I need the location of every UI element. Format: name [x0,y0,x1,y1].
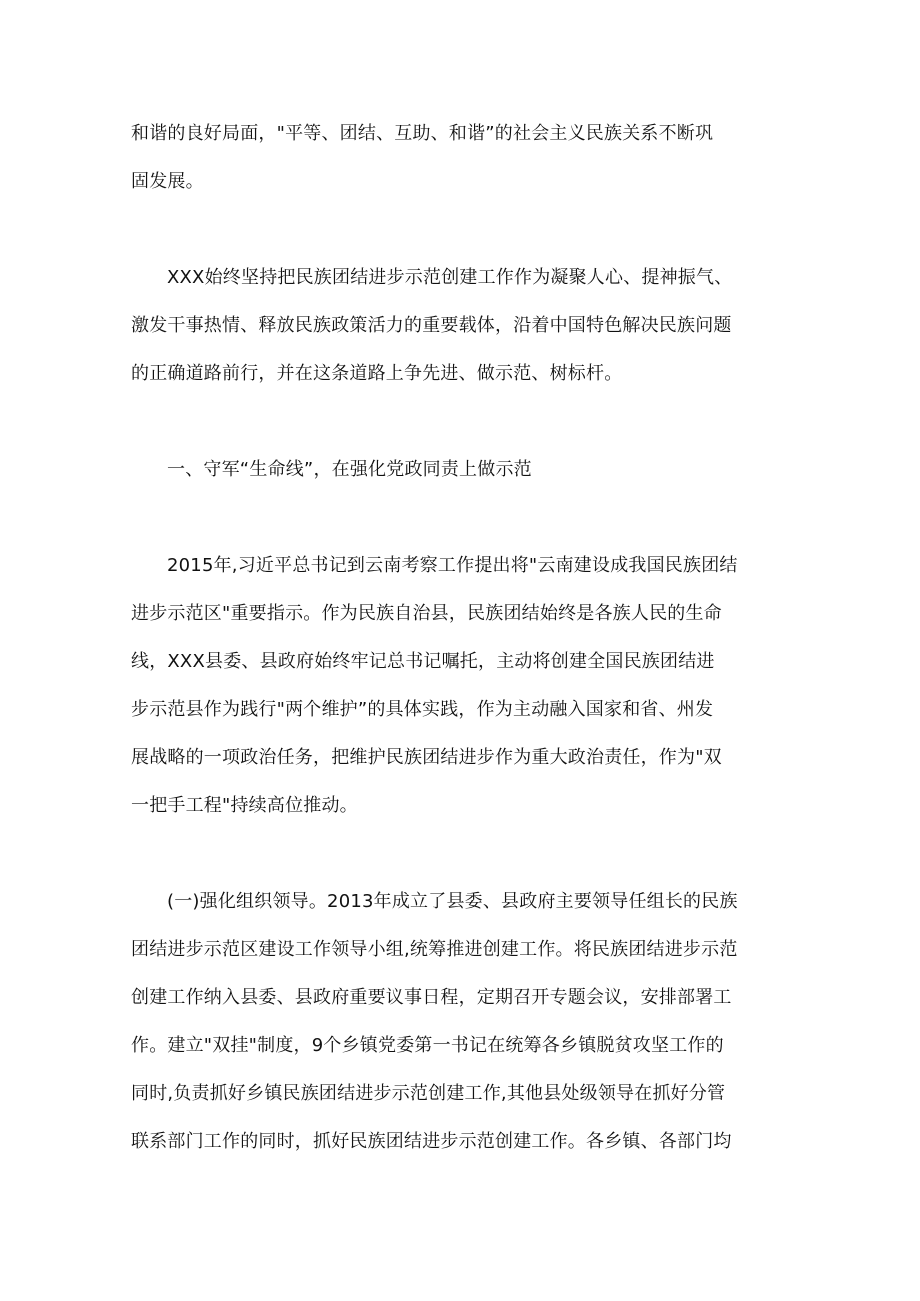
paragraph-1-line-1: 和谐的良好局面，"平等、团结、互助、和谐”的社会主义民族关系不断巩 [131,123,714,144]
section-heading: 一、守军“生命线”，在强化党政同责上做示范 [167,459,532,480]
paragraph-2-line-3: 的正确道路前行，并在这条道路上争先进、做示范、树标杆。 [131,363,623,384]
paragraph-4-line-2: 进步示范区"重要指示。作为民族自治县，民族团结始终是各族人民的生命 [131,603,722,624]
paragraph-5-line-2: 团结进步示范区建设工作领导小组,统筹推进创建工作。将民族团结进步示范 [131,939,738,960]
paragraph-4-line-6: 一把手工程"持续高位推动。 [131,795,358,816]
paragraph-2-line-2: 激发干事热情、释放民族政策活力的重要载体，沿着中国特色解决民族问题 [131,315,732,336]
paragraph-4-line-4: 步示范县作为践行"两个维护”的具体实践，作为主动融入国家和省、州发 [131,699,714,720]
paragraph-1-line-2: 固发展。 [131,171,204,192]
paragraph-5-line-3: 创建工作纳入县委、县政府重要议事日程，定期召开专题会议，安排部署工 [131,987,732,1008]
paragraph-4-line-5: 展战略的一项政治任务，把维护民族团结进步作为重大政治责任，作为"双 [131,747,722,768]
paragraph-4-line-3: 线，XXX县委、县政府始终牢记总书记嘱托，主动将创建全国民族团结进 [131,651,715,672]
paragraph-2-line-1: XXX始终坚持把民族团结进步示范创建工作作为凝聚人心、提神振气、 [167,267,733,288]
paragraph-5-line-5: 同时,负责抓好乡镇民族团结进步示范创建工作,其他县处级领导在抓好分管 [131,1083,726,1104]
paragraph-4-line-1: 2015年,习近平总书记到云南考察工作提出将"云南建设成我国民族团结 [167,555,738,576]
paragraph-5-line-1: (一)强化组织领导。2013年成立了县委、县政府主要领导任组长的民族 [167,891,738,912]
paragraph-5-line-6: 联系部门工作的同时，抓好民族团结进步示范创建工作。各乡镇、各部门均 [131,1131,732,1152]
paragraph-5-line-4: 作。建立"双挂"制度，9个乡镇党委第一书记在统筹各乡镇脱贫攻坚工作的 [131,1035,724,1056]
